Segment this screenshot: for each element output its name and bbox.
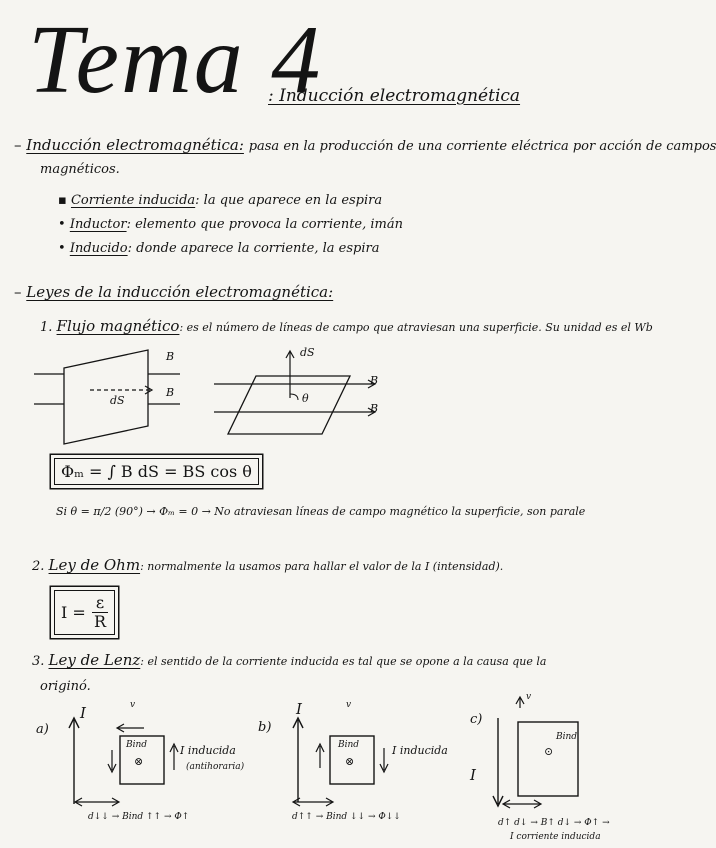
flux-formula: Φₘ = ∫ B dS = BS cos θ bbox=[54, 458, 259, 485]
section1-definition: pasa en la producción de una corriente eléctrica por acción de campos bbox=[248, 139, 716, 154]
law3-number: 3. bbox=[32, 654, 45, 669]
diagram-b-induced: I inducida bbox=[392, 744, 448, 757]
diagram-c-Bind: Bind bbox=[556, 732, 578, 742]
bullet-text: : donde aparece la corriente, la espira bbox=[127, 241, 380, 256]
label-B2: B bbox=[166, 386, 175, 399]
surface-shape bbox=[64, 350, 148, 444]
page-subtitle: : Inducción electromagnética bbox=[268, 86, 521, 106]
label-B1: B bbox=[166, 350, 175, 363]
label-dS-left: dS bbox=[110, 394, 125, 407]
law1-line bbox=[40, 317, 653, 335]
ohm-denominator: R bbox=[93, 612, 106, 631]
diagram-a-bottom: d↓↓ → Bind ↑↑ → Φ↑ bbox=[88, 812, 190, 822]
diagram-b-current: I bbox=[296, 700, 302, 718]
section2-title: Leyes de la inducción electromagnética: bbox=[26, 283, 334, 301]
label-B4: B bbox=[370, 402, 379, 415]
ohm-numerator: ε bbox=[92, 594, 108, 613]
bullet-text: : elemento que provoca la corriente, imán bbox=[126, 217, 404, 232]
bullet-dot: • bbox=[58, 217, 70, 232]
bullet-item bbox=[58, 241, 379, 256]
law3-text: : el sentido de la corriente inducida es tal que se opone a la causa que la bbox=[140, 655, 547, 668]
ohm-fraction bbox=[92, 594, 108, 631]
bullet-term: Corriente inducida bbox=[70, 193, 196, 208]
diagram-a-tag: a) bbox=[36, 722, 49, 737]
law1-term: Flujo magnético bbox=[56, 317, 180, 335]
diagram-b-velocity: v bbox=[346, 700, 352, 710]
label-B3: B bbox=[370, 374, 379, 387]
diagram-a-Bind: Bind bbox=[126, 740, 148, 750]
diagram-b-bottom: d↑↑ → Bind ↓↓ → Φ↓↓ bbox=[292, 812, 401, 822]
bullet-text: : la que aparece en la espira bbox=[195, 193, 383, 208]
bullet-item bbox=[58, 193, 382, 208]
section1-term: Inducción electromagnética: bbox=[26, 136, 244, 154]
diagram-a-into-icon: ⊗ bbox=[134, 755, 144, 768]
bullet-term: Inductor bbox=[69, 217, 127, 232]
flux-note: Si θ = π/2 (90°) → Φₘ = 0 → No atraviesan líneas de campo magnético la superficie, son parale bbox=[56, 505, 586, 518]
bullet-dot: ▪ bbox=[58, 193, 71, 208]
plane-shape bbox=[228, 376, 350, 434]
law2-number: 2. bbox=[32, 559, 45, 574]
law3-line bbox=[32, 651, 546, 669]
label-dS-top: dS bbox=[300, 346, 315, 359]
dash-bullet: – bbox=[14, 283, 22, 301]
diagram-b-into-icon: ⊗ bbox=[345, 755, 355, 768]
law2-term: Ley de Ohm bbox=[48, 556, 141, 574]
diagram-a-induced: I inducida bbox=[180, 744, 236, 757]
diagram-c-bottom2: I corriente inducida bbox=[510, 832, 601, 842]
law2-text: : normalmente la usamos para hallar el valor de la I (intensidad). bbox=[140, 560, 504, 573]
diagram-c-current: I bbox=[470, 766, 476, 784]
diagram-a-velocity: v bbox=[130, 700, 136, 710]
bullet-dot: • bbox=[58, 241, 70, 256]
diagram-b-Bind: Bind bbox=[338, 740, 360, 750]
law3-text-cont: originó. bbox=[40, 679, 91, 694]
diagram-c-outof-icon: ⊙ bbox=[544, 745, 554, 758]
law1-text: : es el número de líneas de campo que atraviesan una superficie. Su unidad es el Wb bbox=[179, 321, 653, 334]
law2-line bbox=[32, 556, 503, 574]
bullet-item bbox=[58, 217, 403, 232]
diagram-b-tag: b) bbox=[258, 720, 272, 735]
ohm-lhs: I = bbox=[61, 603, 86, 622]
section2-heading bbox=[14, 283, 333, 301]
law3-term: Ley de Lenz bbox=[48, 651, 141, 669]
law1-number: 1. bbox=[40, 320, 53, 335]
section1-definition-cont: magnéticos. bbox=[40, 162, 120, 177]
diagram-c-bottom: d↑ d↓ → B↑ d↓ → Φ↑ → bbox=[498, 818, 610, 828]
bullet-term: Inducido bbox=[69, 241, 128, 256]
diagram-c-tag: c) bbox=[470, 712, 483, 727]
dash-bullet: – bbox=[14, 136, 22, 154]
section1-heading bbox=[14, 136, 716, 154]
label-theta: θ bbox=[302, 392, 309, 405]
diagram-c-velocity: v bbox=[526, 692, 532, 702]
ohm-formula bbox=[54, 590, 115, 635]
diagram-a-current: I bbox=[80, 704, 86, 722]
page-title: Tema 4 bbox=[28, 6, 323, 114]
diagram-a-induced-dir: (antihoraria) bbox=[186, 762, 245, 772]
